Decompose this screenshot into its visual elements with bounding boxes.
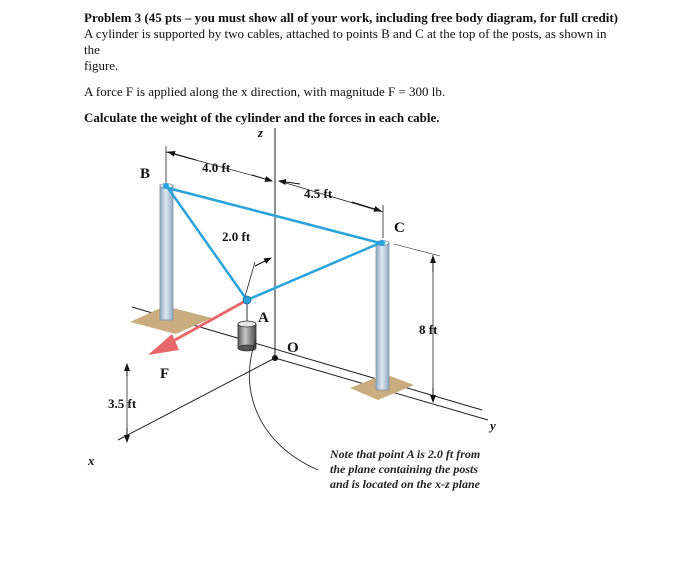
point-c-label: C	[394, 220, 405, 236]
note-line-1: Note that point A is 2.0 ft from	[330, 447, 481, 461]
dim-arrow-2ft	[255, 258, 271, 266]
note-line-3: and is located on the x-z plane	[330, 477, 481, 491]
dim-arrow-z-left	[252, 175, 272, 181]
x-axis-line	[118, 358, 275, 440]
dim-line-2ft	[244, 262, 255, 300]
dim-4-5-ft-label: 4.5 ft	[304, 186, 333, 201]
problem-line-3: figure.	[84, 58, 119, 73]
origin-dot	[272, 355, 278, 361]
dim-3-5-ft-label: 3.5 ft	[108, 396, 137, 411]
task-statement: Calculate the weight of the cylinder and the forces in each cable.	[84, 110, 440, 125]
cylinder-top	[238, 321, 256, 327]
dim-4-ft-label: 4.0 ft	[202, 160, 231, 175]
force-statement: A force F is applied along the x direction, with magnitude F = 300 lb.	[84, 84, 446, 99]
axis-z-label: z	[258, 125, 264, 140]
post-c	[376, 242, 389, 390]
dim-arrow-c	[352, 202, 381, 211]
force-f-label: F	[160, 366, 170, 382]
point-b-label: B	[140, 166, 151, 182]
dim-2-ft-label: 2.0 ft	[222, 229, 251, 244]
dim-arrow-b	[168, 152, 196, 160]
axis-x-label: x	[88, 453, 95, 468]
point-a-label: A	[258, 310, 269, 326]
dim-8-ft-label: 8 ft	[419, 322, 438, 337]
problem-heading: Problem 3 (45 pts – you must show all of your work, including free body diagram, for full credit)	[84, 10, 618, 25]
dim-ext-8ft-top	[394, 244, 440, 256]
note-leader	[249, 340, 318, 470]
note-line-2: the plane containing the posts	[330, 462, 479, 476]
origin-label: O	[287, 340, 299, 356]
force-f-head	[148, 334, 179, 355]
point-a-node	[243, 296, 251, 304]
axis-y-label: y	[490, 418, 496, 433]
cylinder	[238, 324, 256, 348]
cable-ac	[247, 243, 380, 300]
problem-line-2: A cylinder is supported by two cables, attached to points B and C at the top of the posts, as shown in the	[84, 26, 607, 57]
dim-arrow-z-right	[279, 181, 300, 184]
post-b	[160, 185, 173, 320]
